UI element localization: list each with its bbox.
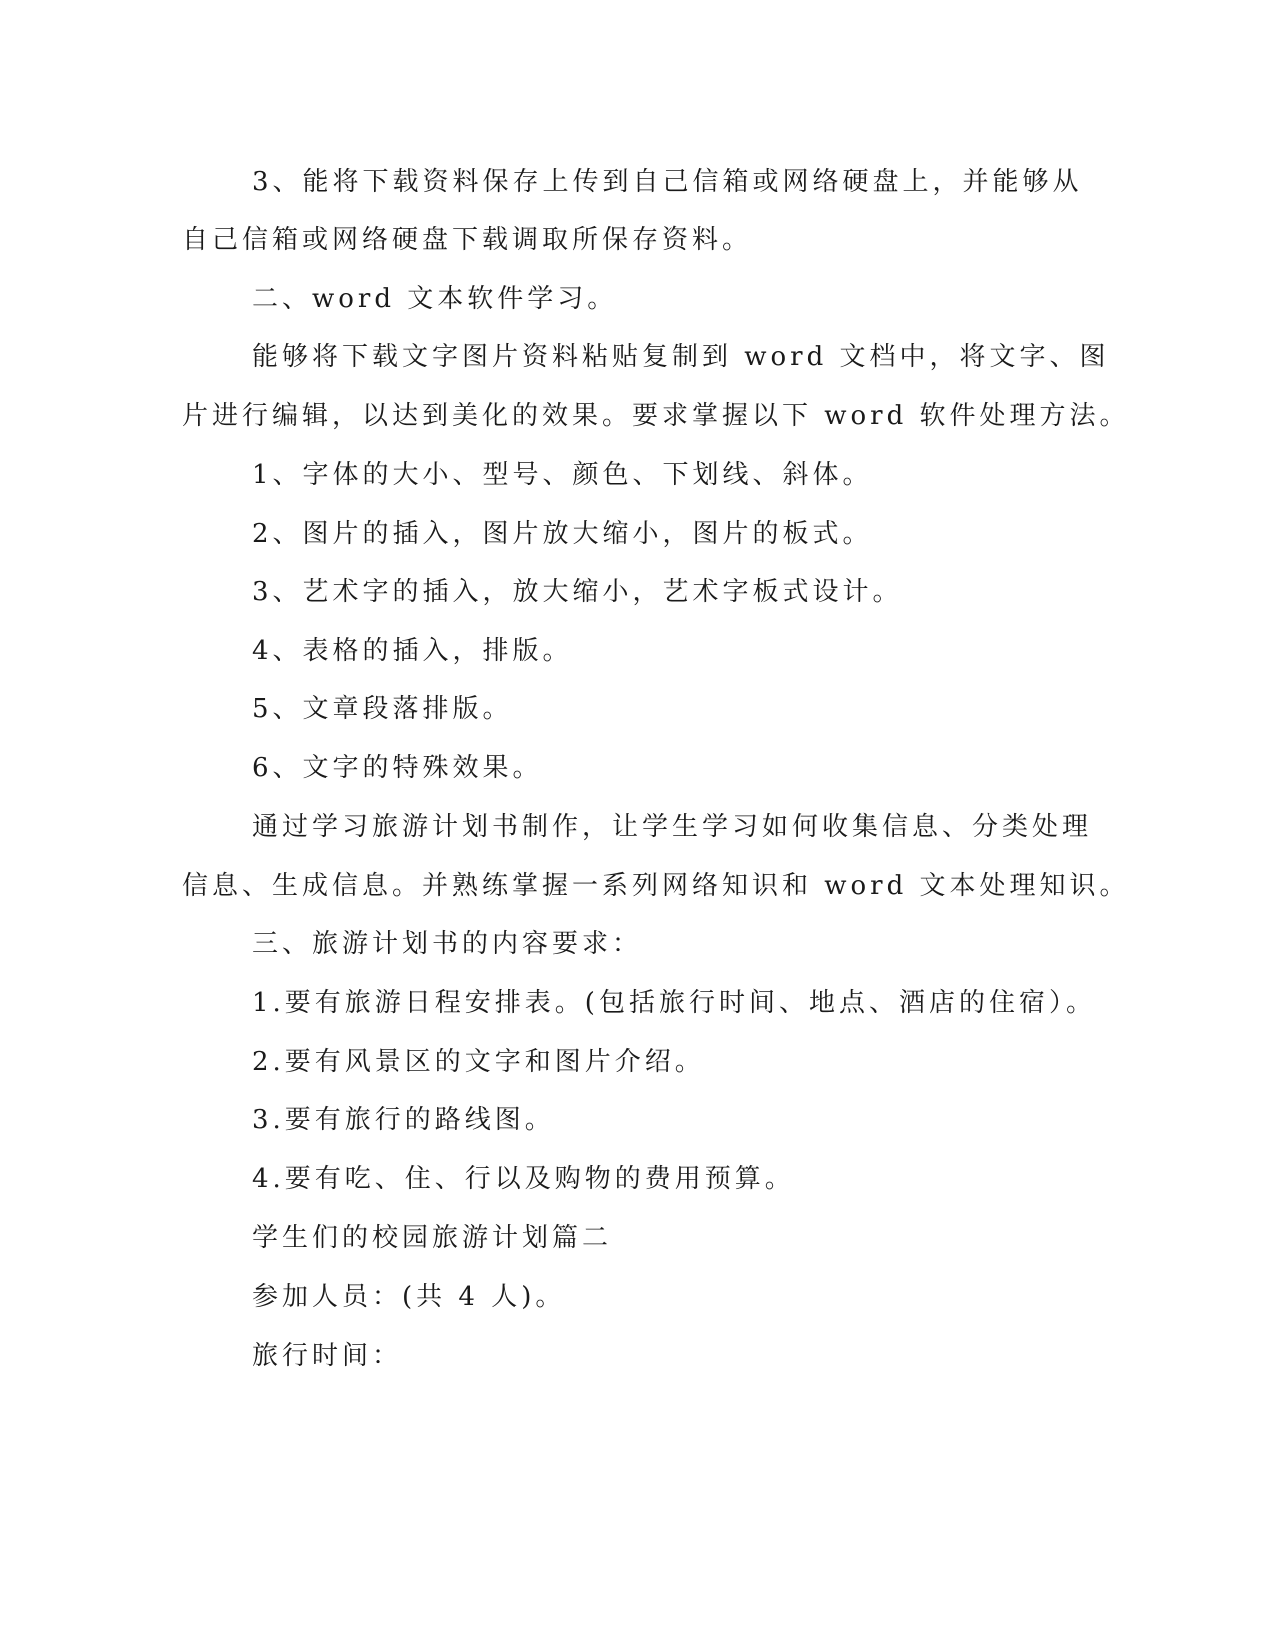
list-item: 2、图片的插入，图片放大缩小，图片的板式。 — [252, 519, 873, 549]
text-line: 3、能将下载资料保存上传到自己信箱或网络硬盘上，并能够从 — [252, 167, 1083, 197]
text-line: 能够将下载文字图片资料粘贴复制到 word 文档中，将文字、图 — [252, 342, 1110, 372]
list-item: 5、文章段落排版。 — [252, 694, 513, 724]
list-item: 3.要有旅行的路线图。 — [252, 1105, 555, 1135]
text-line: 片进行编辑，以达到美化的效果。要求掌握以下 word 软件处理方法。 — [182, 401, 1130, 431]
text-line: 自己信箱或网络硬盘下载调取所保存资料。 — [182, 225, 753, 255]
list-item: 6、文字的特殊效果。 — [252, 753, 543, 783]
list-item: 4.要有吃、住、行以及购物的费用预算。 — [252, 1164, 795, 1194]
section-title-part-two: 学生们的校园旅游计划篇二 — [252, 1223, 613, 1253]
section-heading-requirements: 三、旅游计划书的内容要求： — [252, 929, 643, 959]
list-item: 3、艺术字的插入，放大缩小，艺术字板式设计。 — [252, 577, 903, 607]
participants-line: 参加人员：(共 4 人)。 — [252, 1282, 566, 1312]
travel-time-line: 旅行时间： — [252, 1341, 403, 1371]
text-line: 信息、生成信息。并熟练掌握一系列网络知识和 word 文本处理知识。 — [182, 871, 1130, 901]
list-item: 2.要有风景区的文字和图片介绍。 — [252, 1047, 705, 1077]
list-item: 1.要有旅游日程安排表。(包括旅行时间、地点、酒店的住宿）。 — [252, 988, 1096, 1018]
list-item: 1、字体的大小、型号、颜色、下划线、斜体。 — [252, 460, 873, 490]
section-heading-word: 二、word 文本软件学习。 — [252, 284, 618, 314]
list-item: 4、表格的插入，排版。 — [252, 636, 573, 666]
text-line: 通过学习旅游计划书制作，让学生学习如何收集信息、分类处理 — [252, 812, 1093, 842]
